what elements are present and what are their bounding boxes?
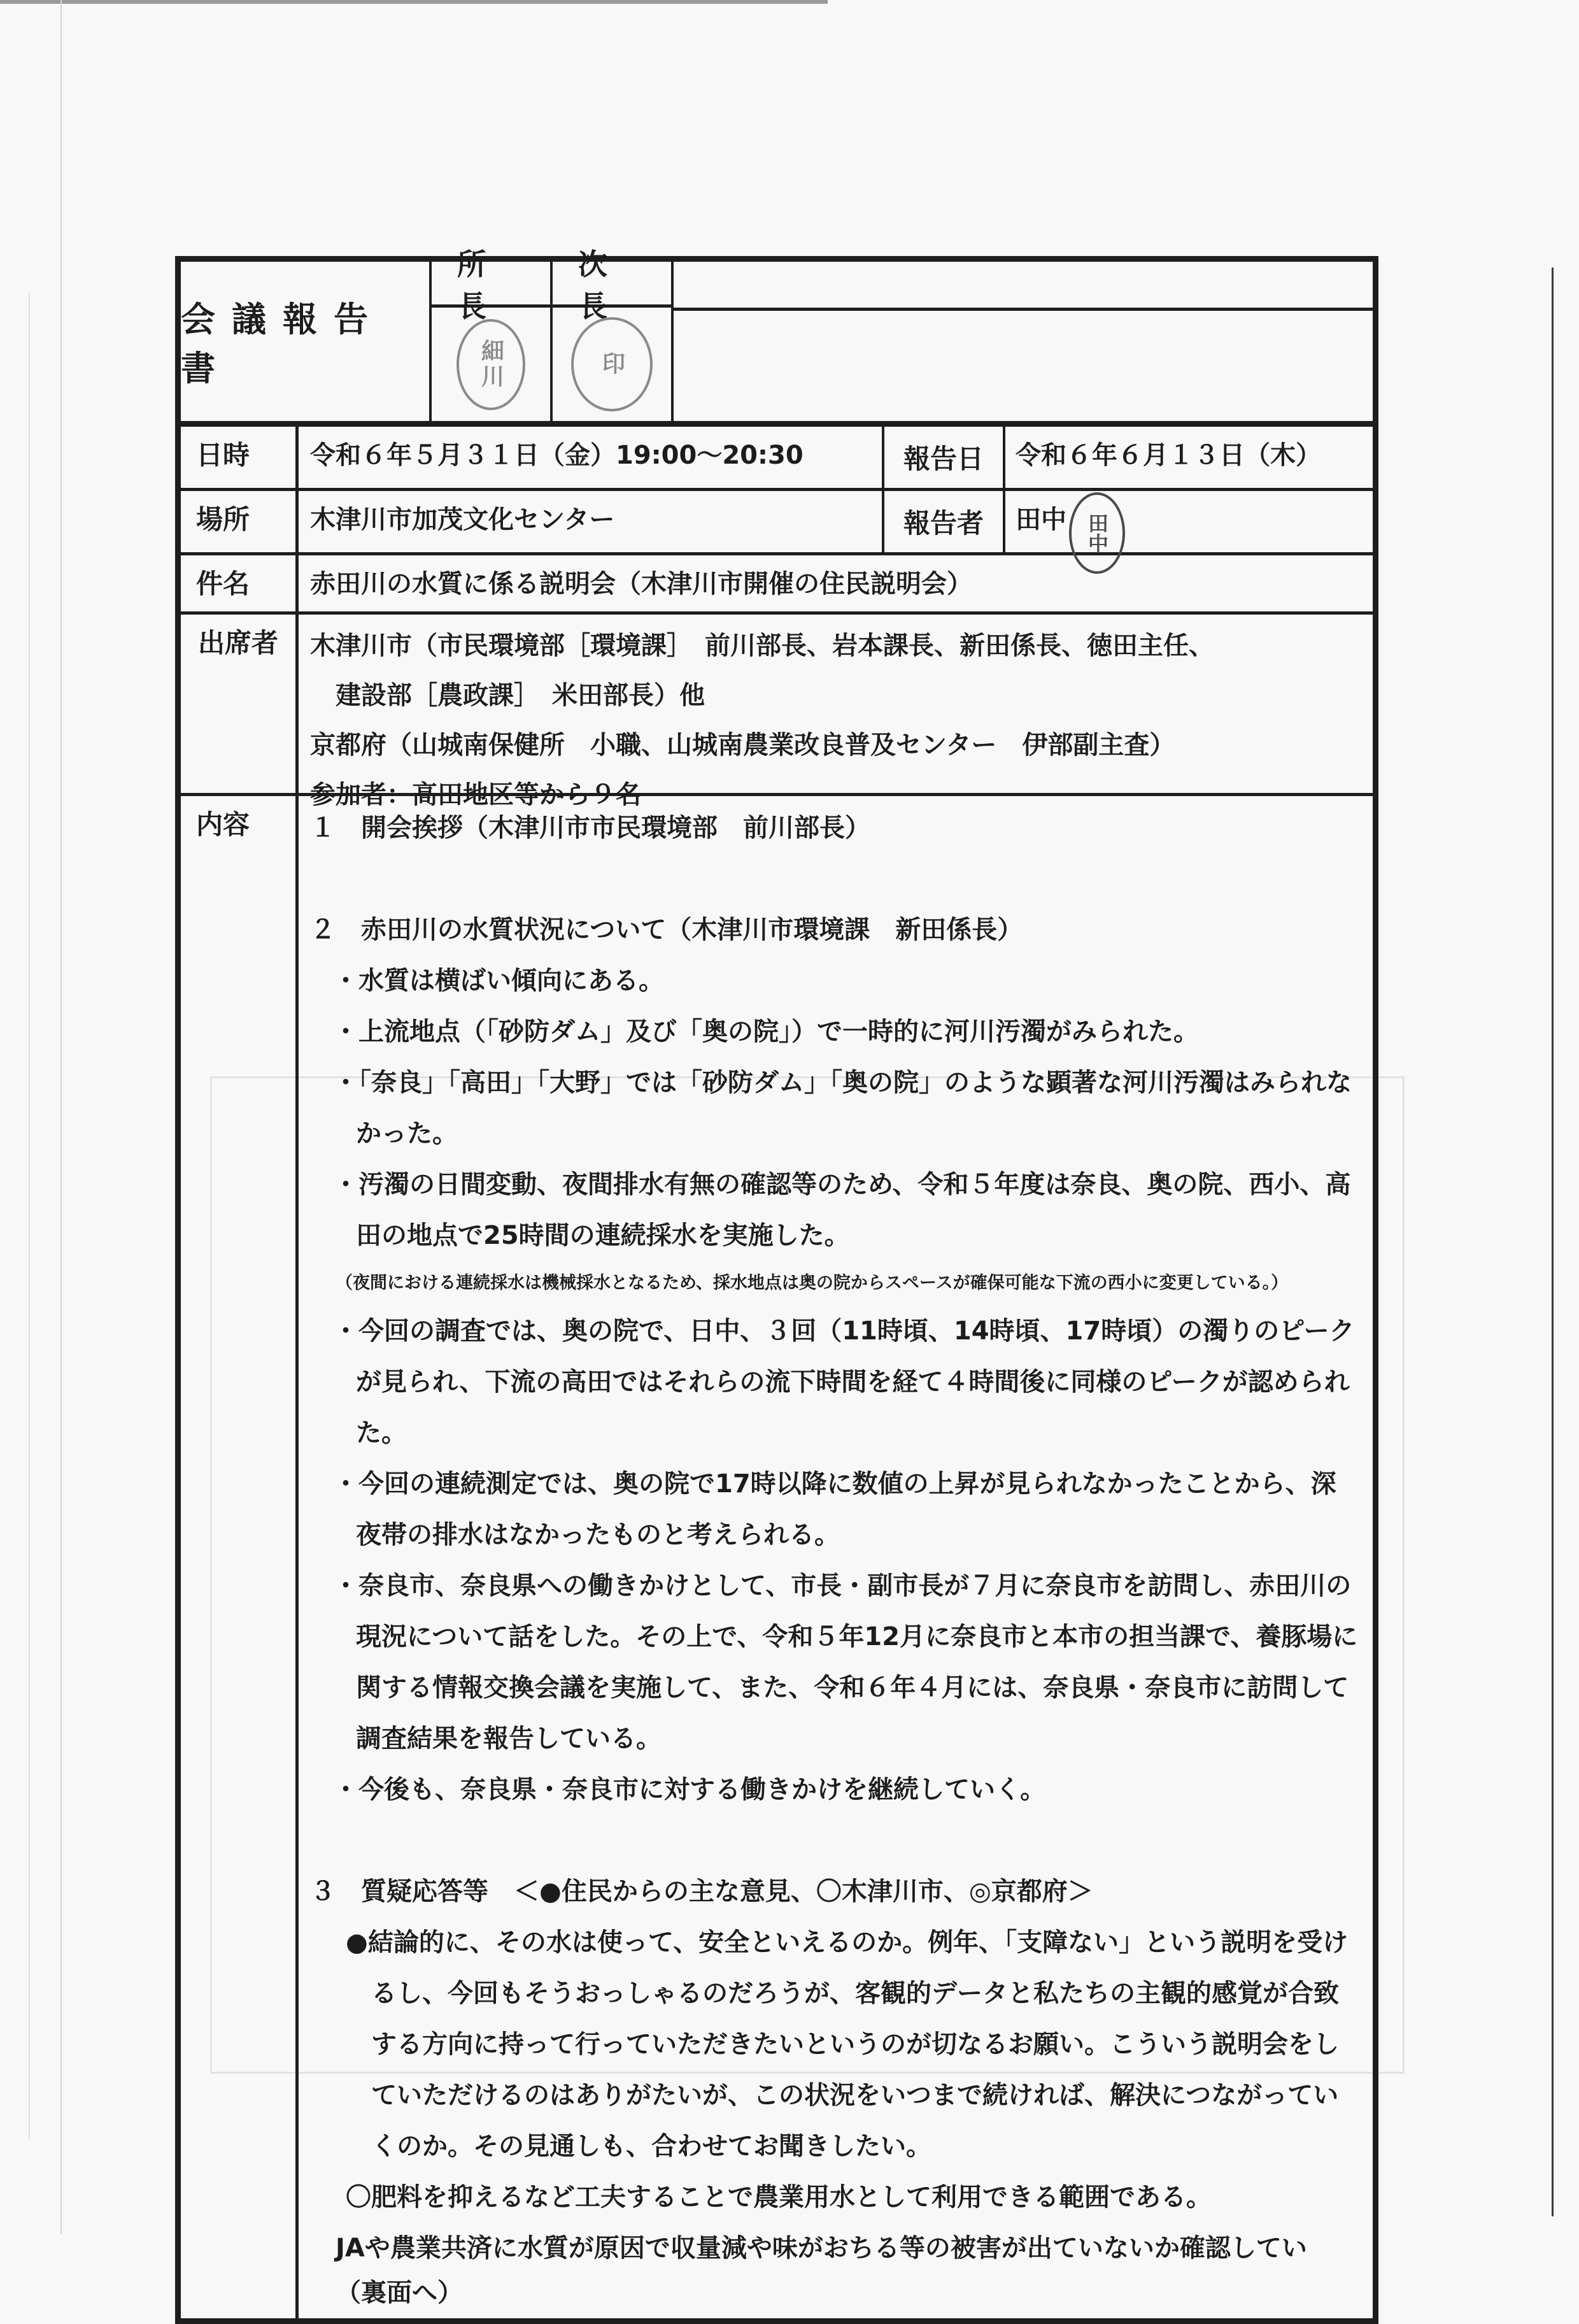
report-date-value: 令和６年６月１３日（木） (1016, 441, 1321, 470)
attendees-value (299, 615, 1373, 809)
place-value: 木津川市加茂文化センター (299, 491, 884, 552)
reporter-cell (1005, 491, 1373, 552)
resident-question: ●結論的に、その水は使って、安全といえるのか。例年、「支障ない」という説明を受けるし、今回もそうおっしゃるのだろうが、客観的データと私たちの主観的感覚が合致する方向に持って行っていただきたいというのが切なるお願い。こういう説明会をしていただけるのはありがたいが、この状況をいつまで続ければ、解決につながっていくのか。その見通しも、合わせてお聞きしたい。 (346, 1928, 1349, 2161)
page-edge (1552, 267, 1554, 2216)
seal-stamp-icon: 細川 (457, 319, 525, 410)
bullet-item: ・汚濁の日間変動、夜間排水有無の確認等のため、令和５年度は奈良、奥の院、西小、高田の地点で25時間の連続採水を実施した。 (333, 1170, 1351, 1250)
meeting-report-form (175, 246, 1378, 2324)
approval-director (432, 246, 553, 421)
bullet-item: ・今回の調査では、奥の院で、日中、３回（11時頃、14時頃、17時頃）の濁りのピークが見られ、下流の高田ではそれらの流下時間を経て４時間後に同様のピークが認められた。 (333, 1316, 1355, 1448)
attendee-line: 京都府（山城南保健所 小職、山城南農業改良普及センター 伊部副主査） (310, 731, 1175, 760)
row-place (181, 491, 1373, 555)
row-subject (181, 555, 1373, 615)
report-date-label: 報告日 (884, 427, 1005, 488)
answer-continuation: JAや農業共済に水質が原因で収量減や味がおちる等の被害が出ていないか確認してい (336, 2234, 1307, 2263)
row-content (181, 796, 1373, 2318)
bullet-item: ・今後も、奈良県・奈良市に対する働きかけを継続していく。 (333, 1775, 1046, 1804)
scan-edge-strip (0, 0, 828, 4)
row-datetime (181, 427, 1373, 491)
page-edge (60, 0, 62, 2234)
approval-label: 次長 (553, 262, 671, 308)
approval-blank (674, 262, 1373, 421)
document-title: 会議報告書 (181, 262, 432, 421)
section-heading: ２ 赤田川の水質状況について（木津川市環境課 新田係長） (310, 915, 1023, 945)
bullet-item: ・今回の連続測定では、奥の院で17時以降に数値の上昇が見られなかったことから、深夜帯の排水はなかったものと考えられる。 (333, 1469, 1336, 1550)
city-answer: 〇肥料を抑えるなど工夫することで農業用水として利用できる範囲である。 (346, 2183, 1212, 2212)
bullet-item: ・水質は横ばい傾向にある。 (333, 966, 664, 995)
bullet-item: ・上流地点（「砂防ダム」及び「奥の院」）で一時的に河川汚濁がみられた。 (333, 1017, 1199, 1046)
bullet-item: ・奈良市、奈良県への働きかけとして、市長・副市長が７月に奈良市を訪問し、赤田川の現況について話をした。その上で、令和５年12月に奈良市と本市の担当課で、養豚場に関する情報交換会議を実施して、また、令和６年４月には、奈良県・奈良市に訪問して調査結果を報告している。 (333, 1571, 1358, 1753)
approval-deputy (553, 246, 674, 421)
seal-stamp-icon: 印 (571, 317, 653, 411)
attendee-line: 建設部［農政課］ 米田部長）他 (336, 681, 705, 710)
attendees-label: 出席者 (181, 615, 299, 793)
approval-block (432, 246, 1373, 421)
subject-value: 赤田川の水質に係る説明会（木津川市開催の住民説明会） (310, 569, 972, 599)
datetime-label: 日時 (181, 427, 299, 488)
section-heading: ３ 質疑応答等 ＜●住民からの主な意見、〇木津川市、◎京都府＞ (310, 1877, 1093, 1906)
bullet-item: ・「奈良」「高田」「大野」では「砂防ダム」「奥の院」のような顕著な河川汚濁はみられなかった。 (333, 1068, 1352, 1148)
section-heading: １ 開会挨拶（木津川市市民環境部 前川部長） (310, 813, 870, 843)
footnote: （夜間における連続採水は機械採水となるため、採水地点は奥の院からスペースが確保可能な下流の西小に変更している。） (336, 1273, 1289, 1293)
seal-stamp-icon: 田中 (1069, 492, 1125, 574)
content-label: 内容 (181, 796, 299, 2318)
header-row (181, 246, 1373, 427)
approval-label: 所長 (432, 262, 550, 308)
place-label: 場所 (181, 491, 299, 552)
attendee-line: 参加者：高田地区等から９名 (310, 780, 641, 809)
seal-cell (432, 308, 550, 421)
page-edge (29, 293, 30, 2140)
continued-overleaf: （裏面へ） (336, 2278, 463, 2307)
attendee-line: 木津川市（市民環境部［環境課］ 前川部長、岩本課長、新田係長、徳田主任、 (310, 631, 1214, 660)
reporter-value: 田中 (1016, 505, 1066, 534)
subject-label: 件名 (181, 555, 299, 611)
seal-cell (553, 308, 671, 421)
reporter-label: 報告者 (884, 491, 1005, 552)
content-body (299, 796, 1373, 2318)
datetime-value: 令和６年５月３１日（金）19:00～20:30 (299, 427, 884, 488)
row-attendees (181, 615, 1373, 809)
